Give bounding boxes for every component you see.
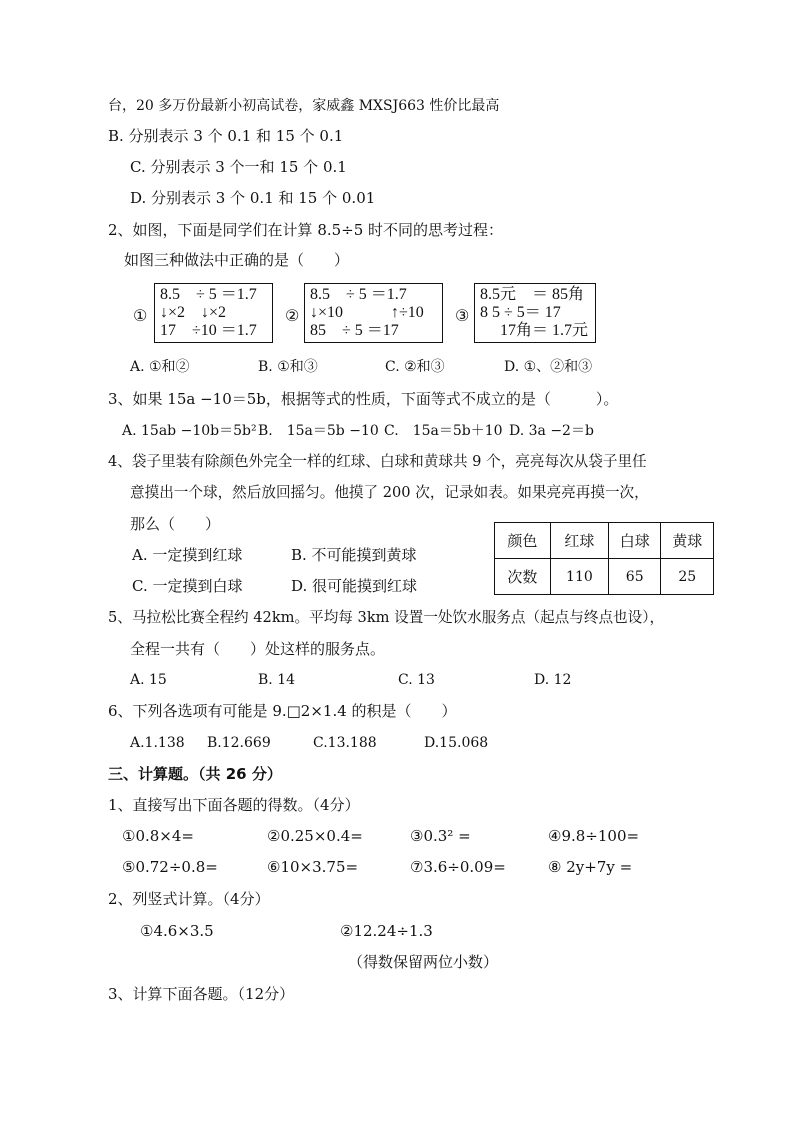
calc-item: ⑦3.6÷0.09=: [410, 858, 506, 876]
q5-option-b: B. 14: [258, 672, 296, 688]
q4-table-cell: 白球: [608, 523, 661, 559]
q4-table-cell: 25: [661, 559, 714, 595]
q2-option-c: C. ②和③: [385, 359, 445, 375]
q4-table-cell: 次数: [495, 559, 551, 595]
method-3-box: [474, 283, 596, 343]
q4-table-cell: 110: [550, 559, 608, 595]
q6-option-b: B.12.669: [207, 735, 271, 751]
q2-option-a: A. ①和②: [130, 359, 190, 375]
q1-option-d: D. 分别表示 3 个 0.1 和 15 个 0.01: [130, 189, 376, 207]
q5-line-1: 5、马拉松比赛全程约 42km。平均每 3km 设置一处饮水服务点（起点与终点也设），: [108, 609, 665, 626]
q4-table-header-row: [495, 523, 714, 559]
method-2-row-1: 8.5 ÷ 5 ＝1.7: [310, 286, 407, 303]
method-2-row-2: ↓×10 ↑÷10: [310, 304, 424, 321]
method-2-label: ②: [285, 306, 300, 325]
q3-option-d: D. 3a −2＝b: [509, 423, 594, 439]
method-1-row-1: 8.5 ÷ 5 ＝1.7: [160, 286, 257, 303]
method-2-box: [304, 283, 443, 343]
q2-option-d: D. ①、②和③: [504, 359, 593, 375]
q4-option-a: A. 一定摸到红球: [132, 546, 243, 564]
q4-option-c: C. 一定摸到白球: [132, 577, 243, 595]
method-2-row-3: 85 ÷ 5 ＝17: [310, 322, 399, 339]
vertical-calc-item: ①4.6×3.5: [140, 922, 214, 940]
rounding-note: （得数保留两位小数）: [348, 953, 499, 971]
q4-option-b: B. 不可能摸到黄球: [291, 546, 417, 564]
calc-item: ①0.8×4=: [122, 827, 194, 845]
q4-table-cell: 黄球: [661, 523, 714, 559]
q4-table-cell: 颜色: [495, 523, 551, 559]
q6-option-a: A.1.138: [130, 735, 185, 751]
q5-line-2: 全程一共有（ ）处这样的服务点。: [130, 640, 386, 658]
method-3-label: ③: [455, 306, 470, 325]
q2-option-b: B. ①和③: [258, 359, 318, 375]
method-3-row-1: 8.5元 ＝ 85角: [480, 286, 585, 303]
q4-line-2: 意摸出一个球，然后放回摇匀。他摸了 200 次，记录如表。如果亮亮再摸一次，: [130, 484, 649, 501]
q4-line-1: 4、袋子里装有除颜色外完全一样的红球、白球和黄球共 9 个，亮亮每次从袋子里任: [108, 453, 647, 470]
q5-option-c: C. 13: [398, 672, 435, 688]
calc-item: ⑧ 2y+7y =: [548, 858, 633, 876]
section-3-title: 三、计算题。（共 26 分）: [108, 765, 282, 783]
q6-stem: 6、下列各选项有可能是 9.□2×1.4 的积是（ ）: [108, 702, 457, 720]
q2-sub: 如图三种做法中正确的是（ ）: [124, 251, 350, 269]
calc-item: ②0.25×0.4=: [267, 827, 363, 845]
q3-option-b: B. 15a＝5b −10: [258, 423, 379, 439]
section-3-q3-stem: 3、计算下面各题。（12分）: [108, 985, 295, 1003]
calc-item: ③0.3² =: [410, 827, 471, 845]
q1-option-b: B. 分别表示 3 个 0.1 和 15 个 0.1: [108, 127, 344, 145]
q4-table-cell: 红球: [550, 523, 608, 559]
section-3-q2-stem: 2、列竖式计算。（4分）: [108, 890, 270, 908]
method-3-row-3: 17角＝ 1.7元: [500, 322, 589, 339]
calc-item: ④9.8÷100=: [548, 827, 640, 845]
q1-option-c: C. 分别表示 3 个一和 15 个 0.1: [130, 158, 347, 176]
method-3-row-2: 8 5 ÷ 5＝ 17: [480, 304, 561, 321]
q2-stem: 2、如图，下面是同学们在计算 8.5÷5 时不同的思考过程：: [108, 221, 504, 239]
section-3-q1-stem: 1、直接写出下面各题的得数。（4分）: [108, 796, 360, 814]
q6-option-d: D.15.068: [424, 735, 489, 751]
method-1-box: [154, 283, 273, 343]
q3-option-a: A. 15ab −10b＝5b²: [122, 423, 257, 439]
q4-table-data-row: [495, 559, 714, 595]
calc-item: ⑥10×3.75=: [267, 858, 359, 876]
q4-line-3: 那么（ ）: [130, 515, 221, 533]
q4-table: [494, 522, 714, 595]
method-1-label: ①: [133, 306, 148, 325]
q4-table-cell: 65: [608, 559, 661, 595]
header-line: 台，20 多万份最新小初高试卷，家威鑫 MXSJ663 性价比最高: [108, 98, 500, 114]
calc-item: ⑤0.72÷0.8=: [122, 858, 218, 876]
q5-option-d: D. 12: [534, 672, 572, 688]
vertical-calc-item: ②12.24÷1.3: [340, 922, 433, 940]
method-1-row-3: 17 ÷10 ＝1.7: [160, 322, 257, 339]
q4-option-d: D. 很可能摸到红球: [291, 577, 418, 595]
q5-option-a: A. 15: [130, 672, 167, 688]
q3-stem: 3、如果 15a −10＝5b，根据等式的性质，下面等式不成立的是（ ）。: [108, 390, 619, 408]
q6-option-c: C.13.188: [313, 735, 377, 751]
method-1-row-2: ↓×2 ↓×2: [160, 304, 227, 321]
q3-option-c: C. 15a＝5b＋10: [384, 423, 503, 439]
